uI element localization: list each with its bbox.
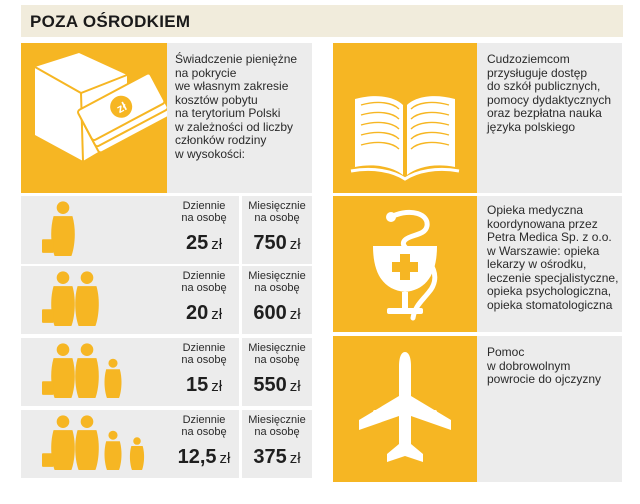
text-line: Opieka medyczna: [487, 203, 584, 217]
medical-icon-box: [333, 196, 477, 332]
text-line: do szkół publicznych,: [487, 79, 601, 93]
label-line: na osobę: [181, 212, 227, 224]
label-line: Dziennie: [182, 342, 226, 354]
text-line: leczenie specjalistyczne,: [487, 270, 619, 285]
currency-label: zł: [211, 306, 223, 323]
education-text: [487, 53, 619, 134]
label-line: Dziennie: [182, 414, 226, 426]
text-line: lekarzy w ośrodku,: [487, 257, 587, 271]
intro-line: członków rodziny: [175, 133, 267, 147]
page-title: POZA OŚRODKIEM: [30, 12, 191, 31]
text-line: w dobrowolnym: [487, 358, 571, 373]
intro-text: [175, 53, 310, 161]
airplane-icon-box: [333, 336, 477, 482]
intro-line: w wysokości:: [175, 146, 246, 161]
text-line: Petra Medica Sp. z o.o.: [487, 230, 612, 244]
amount-value: 15: [185, 374, 209, 396]
label-line: na osobę: [181, 426, 227, 438]
amount-value: 25: [185, 232, 209, 254]
family-icon: [21, 196, 167, 264]
amount-value: 600: [253, 302, 287, 324]
text-line: oraz bezpłatna nauka: [487, 106, 602, 120]
intro-line: Świadczenie pieniężne: [175, 52, 298, 66]
monthly-label: [243, 414, 311, 438]
label-line: na osobę: [254, 354, 300, 366]
text-line: pomocy dydaktycznych: [487, 92, 612, 107]
monthly-amount: [243, 302, 311, 325]
amount-value: 375: [253, 446, 287, 468]
book-icon: [333, 43, 477, 193]
daily-label: [169, 270, 239, 294]
text-line: opieka stomatologiczna: [487, 297, 613, 312]
medical-text: [487, 204, 621, 312]
column-divider: [239, 196, 242, 264]
daily-amount: [169, 374, 239, 397]
family-icon: [21, 410, 167, 478]
label-line: na osobę: [181, 354, 227, 366]
intro-line: na pokrycie: [175, 65, 237, 80]
daily-amount: [169, 302, 239, 325]
text-line: opieka psychologiczna,: [487, 284, 612, 298]
text-line: powrocie do ojczyzny: [487, 372, 602, 386]
label-line: na osobę: [254, 426, 300, 438]
currency-label: zł: [219, 450, 231, 467]
intro-line: w zależności od liczby: [175, 119, 294, 134]
label-line: na osobę: [254, 212, 300, 224]
column-divider: [239, 266, 242, 334]
monthly-amount: [243, 374, 311, 397]
daily-amount: [169, 232, 239, 255]
currency-label: zł: [289, 306, 301, 323]
column-divider: [239, 410, 242, 478]
label-line: Dziennie: [182, 270, 226, 282]
monthly-label: [243, 200, 311, 224]
currency-label: zł: [289, 450, 301, 467]
amount-value: 750: [253, 232, 287, 254]
intro-line: we własnym zakresie: [175, 79, 289, 93]
monthly-amount: [243, 446, 311, 469]
label-line: na osobę: [254, 282, 300, 294]
currency-label: zł: [289, 378, 301, 395]
daily-label: [169, 200, 239, 224]
label-line: Miesięcznie: [248, 270, 306, 282]
monthly-label: [243, 342, 311, 366]
currency-label: zł: [211, 378, 223, 395]
daily-label: [169, 342, 239, 366]
book-icon-box: [333, 43, 477, 193]
intro-line: na terytorium Polski: [175, 106, 281, 120]
label-line: Miesięcznie: [248, 414, 306, 426]
amount-value: 550: [253, 374, 287, 396]
daily-amount: [169, 446, 239, 469]
svg-text:zł: zł: [114, 99, 130, 117]
money-icon-box: [21, 43, 167, 193]
text-line: koordynowana przez: [487, 216, 598, 231]
currency-label: zł: [289, 236, 301, 253]
amount-value: 12,5: [177, 446, 217, 468]
amount-value: 20: [185, 302, 209, 324]
column-divider: [239, 338, 242, 406]
money-icon: [21, 43, 167, 193]
monthly-label: [243, 270, 311, 294]
label-line: Dziennie: [182, 200, 226, 212]
label-line: na osobę: [181, 282, 227, 294]
family-icon: [21, 338, 167, 406]
medical-snake-bowl-icon: [333, 196, 477, 332]
currency-label: zł: [211, 236, 223, 253]
return-text: [487, 346, 619, 387]
text-line: języka polskiego: [487, 119, 576, 134]
intro-line: kosztów pobytu: [175, 92, 258, 107]
text-line: Pomoc: [487, 345, 525, 359]
airplane-icon: [333, 336, 477, 482]
daily-label: [169, 414, 239, 438]
text-line: w Warszawie: opieka: [487, 243, 600, 258]
text-line: Cudzoziemcom: [487, 52, 570, 66]
monthly-amount: [243, 232, 311, 255]
label-line: Miesięcznie: [248, 200, 306, 212]
text-line: przysługuje dostęp: [487, 65, 588, 80]
label-line: Miesięcznie: [248, 342, 306, 354]
family-icon: [21, 266, 167, 334]
